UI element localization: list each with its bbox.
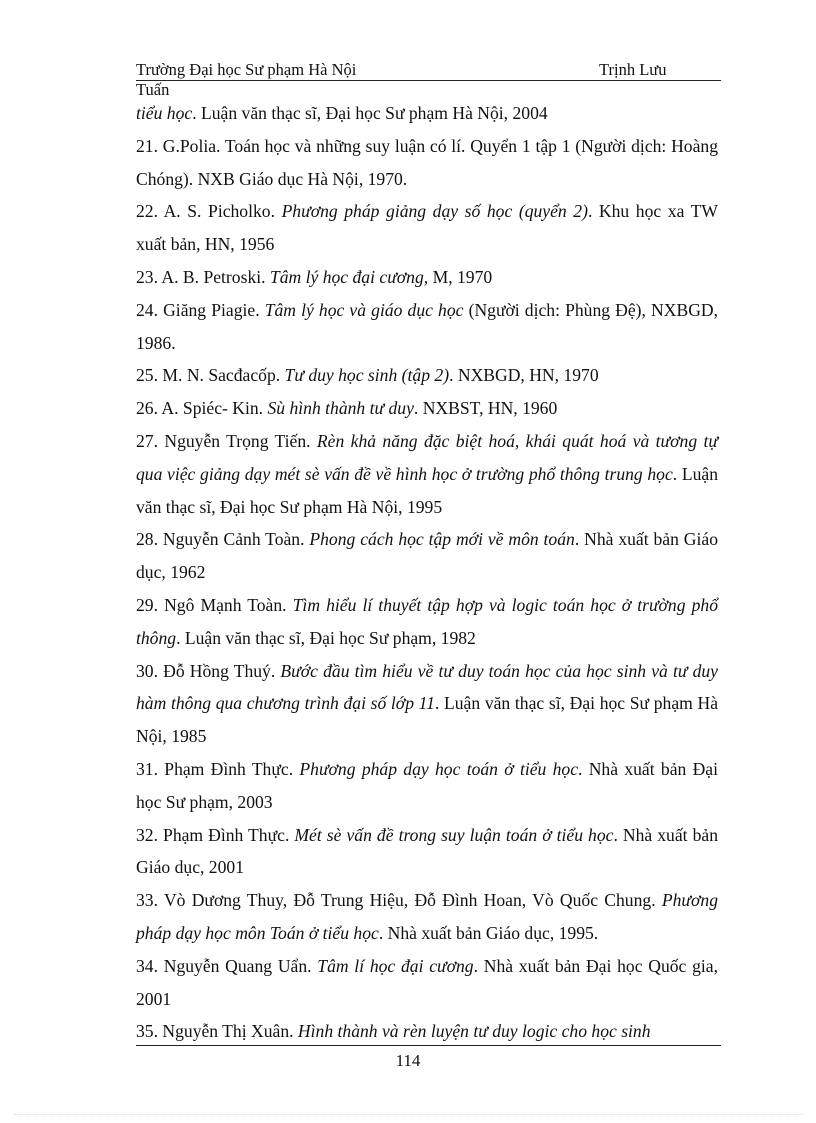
reference-25: 25. M. N. Sacđacốp. Tư duy học sinh (tập 2). NXBGD, HN, 1970 xyxy=(136,365,599,386)
header-university: Trường Đại học Sư phạm Hà Nội xyxy=(136,60,357,79)
reference-31: 31. Phạm Đình Thực. Phương pháp dạy học toán ở tiểu học. Nhà xuất bản Đại học Sư phạm, 2003 xyxy=(136,758,719,812)
reference-22: 22. A. S. Picholko. Phương pháp giảng dạy số học (quyển 2). Khu học xa TW xuất bản, HN, 1956 xyxy=(136,201,718,255)
reference-list xyxy=(136,97,718,1048)
reference-35: 35. Nguyễn Thị Xuân. Hình thành và rèn luyện tư duy logic cho học sinh xyxy=(136,1021,651,1042)
reference-33: 33. Vò Dương Thuy, Đỗ Trung Hiệu, Đỗ Đình Hoan, Vò Quốc Chung. Phương pháp dạy học môn Toán ở tiểu học. Nhà xuất bản Giáo dục, 1995. xyxy=(136,890,718,943)
reference-27: 27. Nguyễn Trọng Tiến. Rèn khả năng đặc biệt hoá, khái quát hoá và tương tự qua việc giảng dạy mét sè vấn đề về hình học ở trường phổ thông trung học. Luận văn thạc sĩ, Đại học Sư phạm Hà Nội, 1995 xyxy=(136,430,719,517)
reference-21: 21. G.Polia. Toán học và những suy luận có lí. Quyển 1 tập 1 (Người dịch: Hoàng Chóng). NXB Giáo dục Hà Nội, 1970. xyxy=(136,135,718,189)
header-author-wrap: Tuấn xyxy=(136,80,170,99)
reference-28: 28. Nguyễn Cảnh Toàn. Phong cách học tập mới về môn toán. Nhà xuất bản Giáo dục, 1962 xyxy=(136,529,718,583)
reference-29: 29. Ngô Mạnh Toàn. Tìm hiểu lí thuyết tập hợp và logic toán học ở trường phổ thông. Luận văn thạc sĩ, Đại học Sư phạm, 1982 xyxy=(136,594,718,648)
header-author: Trịnh Lưu xyxy=(599,60,667,79)
reference-34: 34. Nguyễn Quang Uẩn. Tâm lí học đại cương. Nhà xuất bản Đại học Quốc gia, 2001 xyxy=(136,955,718,1009)
reference-20-continuation: tiểu học. Luận văn thạc sĩ, Đại học Sư phạm Hà Nội, 2004 xyxy=(136,103,548,123)
footer-rule xyxy=(136,1045,721,1046)
reference-23: 23. A. B. Petroski. Tâm lý học đại cương, M, 1970 xyxy=(136,266,493,287)
reference-30: 30. Đỗ Hồng Thuý. Bước đầu tìm hiểu về tư duy toán học của học sinh và tư duy hàm thông qua chương trình đại số lớp 11. Luận văn thạc sĩ, Đại học Sư phạm Hà Nội, 1985 xyxy=(136,660,719,747)
reference-24: 24. Giăng Piagie. Tâm lý học và giáo dục học (Người dịch: Phùng Đệ), NXBGD, 1986. xyxy=(136,299,719,353)
reference-26: 26. A. Spiéc- Kin. Sù hình thành tư duy. NXBST, HN, 1960 xyxy=(136,398,558,419)
page-number: 114 xyxy=(395,1051,421,1070)
reference-32: 32. Phạm Đình Thực. Mét sè vấn đề trong suy luận toán ở tiểu học. Nhà xuất bản Giáo dục, 2001 xyxy=(136,824,718,878)
scan-edge-line xyxy=(14,1114,804,1115)
page-header xyxy=(136,60,721,81)
